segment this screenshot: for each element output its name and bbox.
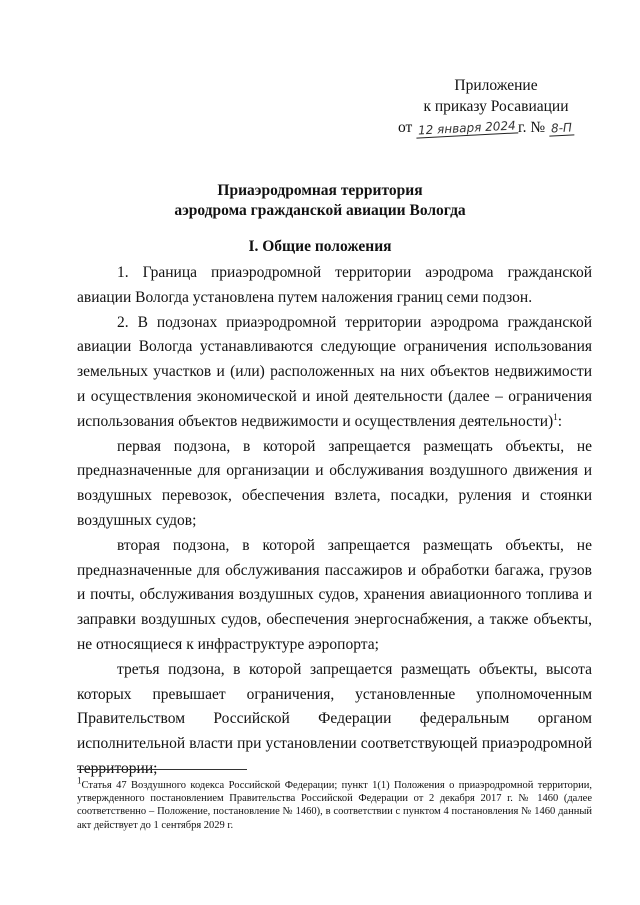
order-number-handwritten: 8-П [549,120,575,136]
paragraph-subzone-1: первая подзона, в которой запрещается размещать объекты, не предназначенные для организации и обслуживания воздушного движения и воздушных перевозок, обеспечения взлета, посадки, руления и стоянки воздушных судов; [77,437,592,529]
title-line-1: Приаэродромная территория [217,182,423,199]
footnote-text: Статья 47 Воздушного кодекса Российской Федерации; пункт 1(1) Положения о приаэродромной территории, утвержденного постановлением Правительства Российской Федерации от 2 декабря 2017 г. № 1460 (далее соответственно – Положение, постановление № 1460), в соответствии с пунктом 4 постановления № 1460 данный акт действует до 1 сентября 2029 г. [77,780,592,831]
paragraph-1: 1. Граница приаэродромной территории аэродрома гражданской авиации Вологда установлена путем наложения границ семи подзон. [77,264,592,306]
appendix-order-line [396,117,596,138]
footnote-reference: 1 [553,411,558,422]
title-line-2: аэродрома гражданской авиации Вологда [174,202,466,219]
paragraph-subzone-3: третья подзона, в которой запрещается размещать объекты, высота которых превышает ограничения, установленные уполномоченным Правительством Российской Федерации федеральным органом исполнительной власти при установлении соответствующей приаэродромной территории; [77,660,592,777]
paragraph-2-suffix: : [557,412,563,430]
order-prefix: от [398,119,413,136]
paragraph-2 [77,311,592,435]
footnote-divider [77,769,247,770]
appendix-order-ref: к приказу Росавиации [423,98,569,115]
footnote [77,775,592,832]
order-mid: г. № [517,119,546,136]
document-title [0,181,640,221]
footnote-marker: 1 [77,775,82,786]
document-body [77,261,592,782]
appendix-block [396,75,596,138]
order-date-handwritten: 12 января 2024 [416,118,518,138]
appendix-label: Приложение [454,77,538,94]
section-heading: I. Общие положения [248,238,392,255]
paragraph-subzone-2: вторая подзона, в которой запрещается размещать объекты, не предназначенные для обслуживания пассажиров и обработки багажа, грузов и почты, обслуживания воздушных судов, хранения авиационного топлива и заправки воздушных судов, обеспечения энергоснабжения, а также объекты, не относящиеся к инфраструктуре аэропорта; [77,536,592,653]
paragraph-2-text: 2. В подзонах приаэродромной территории аэродрома гражданской авиации Вологда устанавливаются следующие ограничения использования земельных участков и (или) расположенных на них объектов недвижимости и осуществления экономической и иной деятельности (далее – ограничения использования объектов недвижимости и осуществления деятельности) [77,313,592,430]
